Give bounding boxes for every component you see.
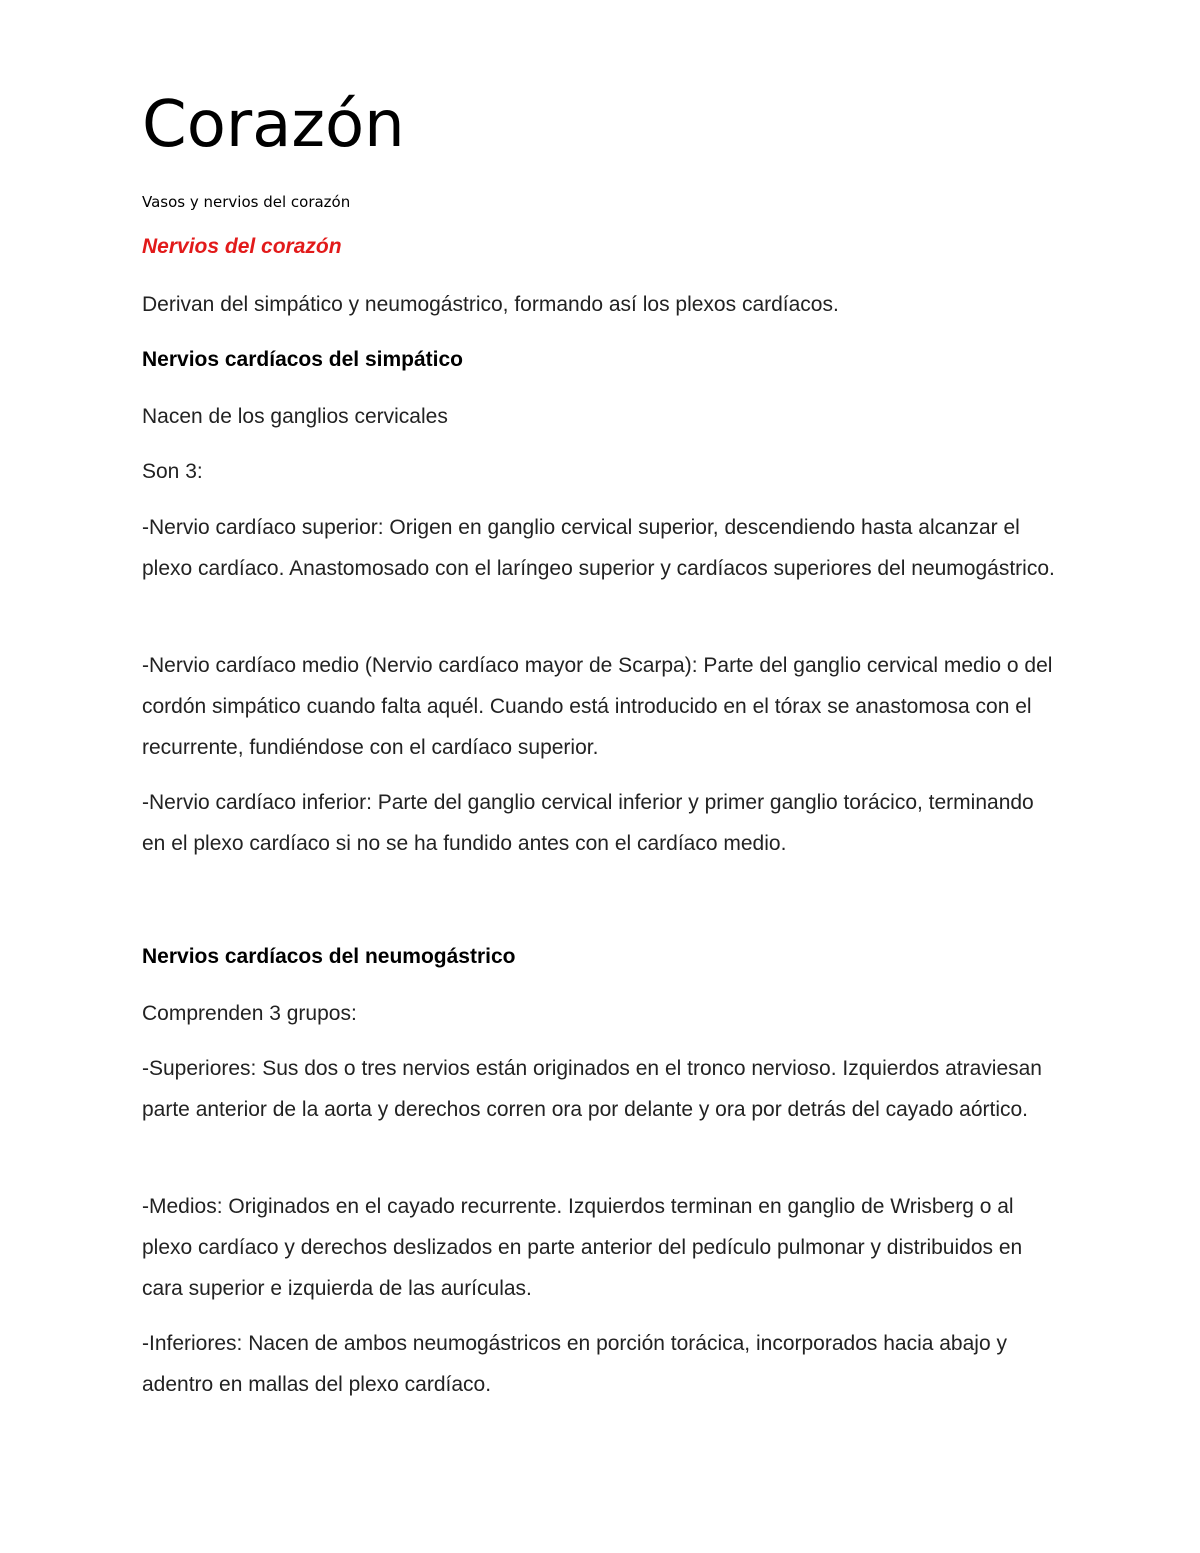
neumogastrico-count: Comprenden 3 grupos: [142,1002,357,1025]
intro-paragraph: Derivan del simpático y neumogástrico, formando así los plexos cardíacos. [142,293,839,316]
simpatico-count: Son 3: [142,460,203,483]
page-title: Corazón [142,88,405,162]
neumogastrico-item-medios: -Medios: Originados en el cayado recurrente. Izquierdos terminan en ganglio de Wrisberg o al plexo cardíaco y derechos deslizados en parte anterior del pedículo pulmonar y distribuidos en cara superior e izquierda de las aurículas. [142,1195,1023,1300]
simpatico-item-medio: -Nervio cardíaco medio (Nervio cardíaco mayor de Scarpa): Parte del ganglio cervical medio o del cordón simpático cuando falta aquél. Cuando está introducido en el tórax se anastomosa con el recurrente, fundiéndose con el cardíaco superior. [142,654,1053,759]
document-subtitle: Vasos y nervios del corazón [142,193,351,211]
neumogastrico-heading: Nervios cardíacos del neumogástrico [142,945,516,968]
simpatico-heading: Nervios cardíacos del simpático [142,348,463,371]
simpatico-item-inferior: -Nervio cardíaco inferior: Parte del ganglio cervical inferior y primer ganglio torácico, terminando en el plexo cardíaco si no se ha fundido antes con el cardíaco medio. [142,791,1034,855]
simpatico-origin: Nacen de los ganglios cervicales [142,405,448,428]
section-heading: Nervios del corazón [142,235,342,258]
simpatico-item-superior: -Nervio cardíaco superior: Origen en ganglio cervical superior, descendiendo hasta alcanzar el plexo cardíaco. Anastomosado con el laríngeo superior y cardíacos superiores del neumogástrico. [142,516,1055,580]
neumogastrico-item-superiores: -Superiores: Sus dos o tres nervios están originados en el tronco nervioso. Izquierdos atraviesan parte anterior de la aorta y derechos corren ora por delante y ora por detrás del cayado aórtico. [142,1057,1042,1121]
neumogastrico-item-inferiores: -Inferiores: Nacen de ambos neumogástricos en porción torácica, incorporados hacia abajo y adentro en mallas del plexo cardíaco. [142,1332,1007,1396]
